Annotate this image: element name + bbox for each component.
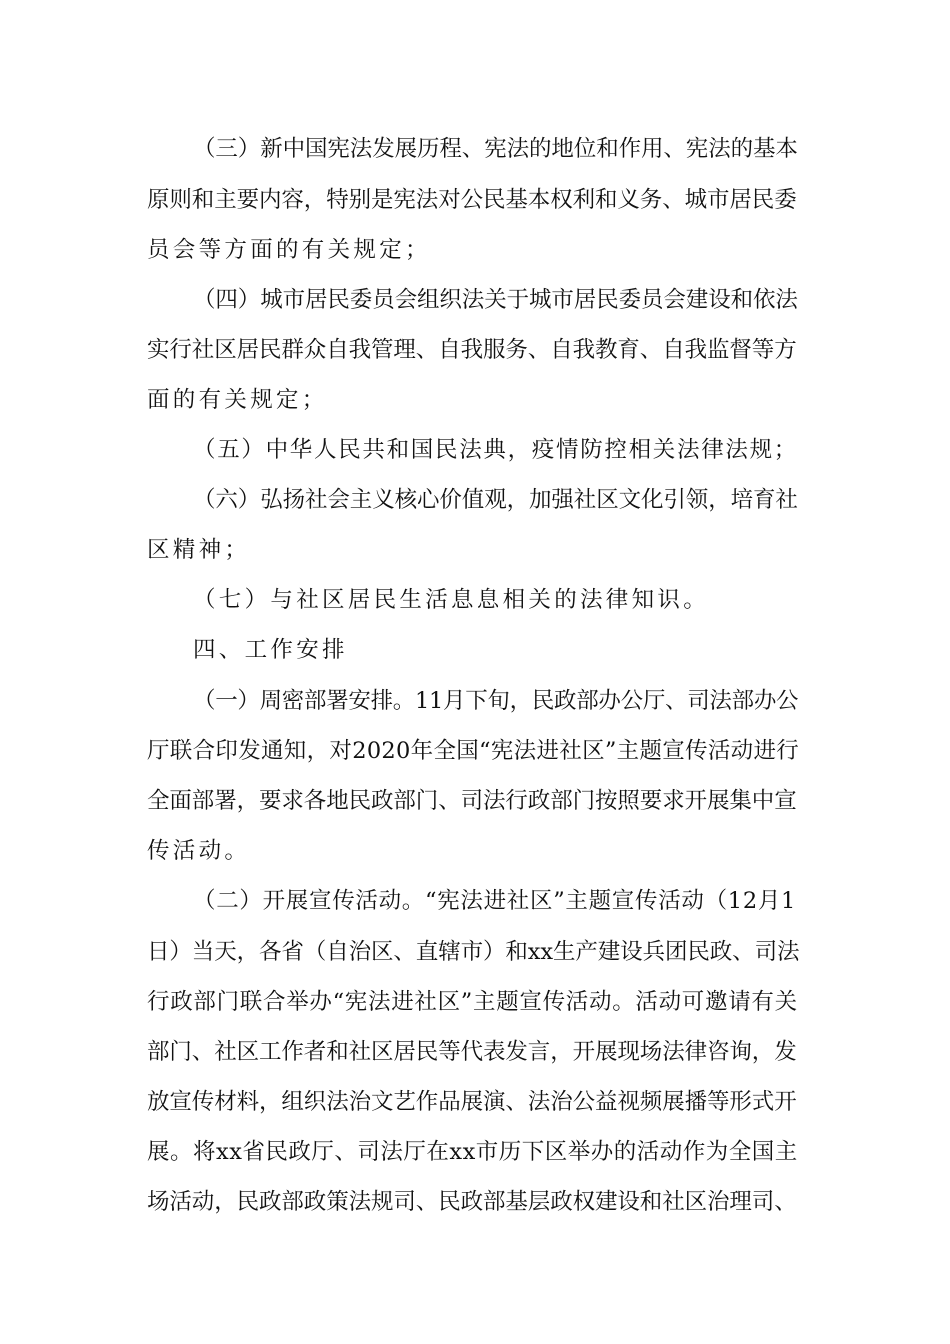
paragraph-line: 实行社区居民群众自我管理、自我服务、自我教育、自我监督等方 <box>147 337 797 363</box>
paragraph-line: （五）中华人民共和国民法典，疫情防控相关法律法规； <box>193 437 799 463</box>
paragraph-line: 行政部门联合举办“宪法进社区”主题宣传活动。活动可邀请有关 <box>147 989 798 1015</box>
paragraph-line: 全面部署，要求各地民政部门、司法行政部门按照要求开展集中宣 <box>147 788 797 814</box>
paragraph-line: 原则和主要内容，特别是宪法对公民基本权利和义务、城市居民委 <box>147 187 797 213</box>
paragraph-line: （一）周密部署安排。11月下旬，民政部办公厅、司法部办公 <box>193 688 799 714</box>
paragraph-line: 放宣传材料，组织法治文艺作品展演、法治公益视频展播等形式开 <box>147 1089 797 1115</box>
paragraph-line: （二）开展宣传活动。“宪法进社区”主题宣传活动（12月1 <box>193 888 797 914</box>
paragraph-line: （七）与社区居民生活息息相关的法律知识。 <box>193 587 710 613</box>
paragraph-line: 员会等方面的有关规定； <box>147 237 431 263</box>
section-heading: 四、工作安排 <box>193 637 348 663</box>
paragraph-line: 场活动，民政部政策法规司、民政部基层政权建设和社区治理司、 <box>147 1189 797 1215</box>
paragraph-line: 区精神； <box>147 537 251 563</box>
paragraph-line: 展。将xx省民政厅、司法厅在xx市历下区举办的活动作为全国主 <box>147 1139 798 1165</box>
paragraph-line: 日）当天，各省（自治区、直辖市）和xx生产建设兵团民政、司法 <box>147 939 800 965</box>
paragraph-line: 厅联合印发通知，对2020年全国“宪法进社区”主题宣传活动进行 <box>147 738 800 764</box>
paragraph-line: 面的有关规定； <box>147 387 328 413</box>
paragraph-line: （三）新中国宪法发展历程、宪法的地位和作用、宪法的基本 <box>193 136 798 162</box>
paragraph-line: （四）城市居民委员会组织法关于城市居民委员会建设和依法 <box>193 287 798 313</box>
paragraph-line: 部门、社区工作者和社区居民等代表发言，开展现场法律咨询，发 <box>147 1039 797 1065</box>
paragraph-line: （六）弘扬社会主义核心价值观，加强社区文化引领，培育社 <box>193 487 798 513</box>
paragraph-line: 传活动。 <box>147 838 251 864</box>
